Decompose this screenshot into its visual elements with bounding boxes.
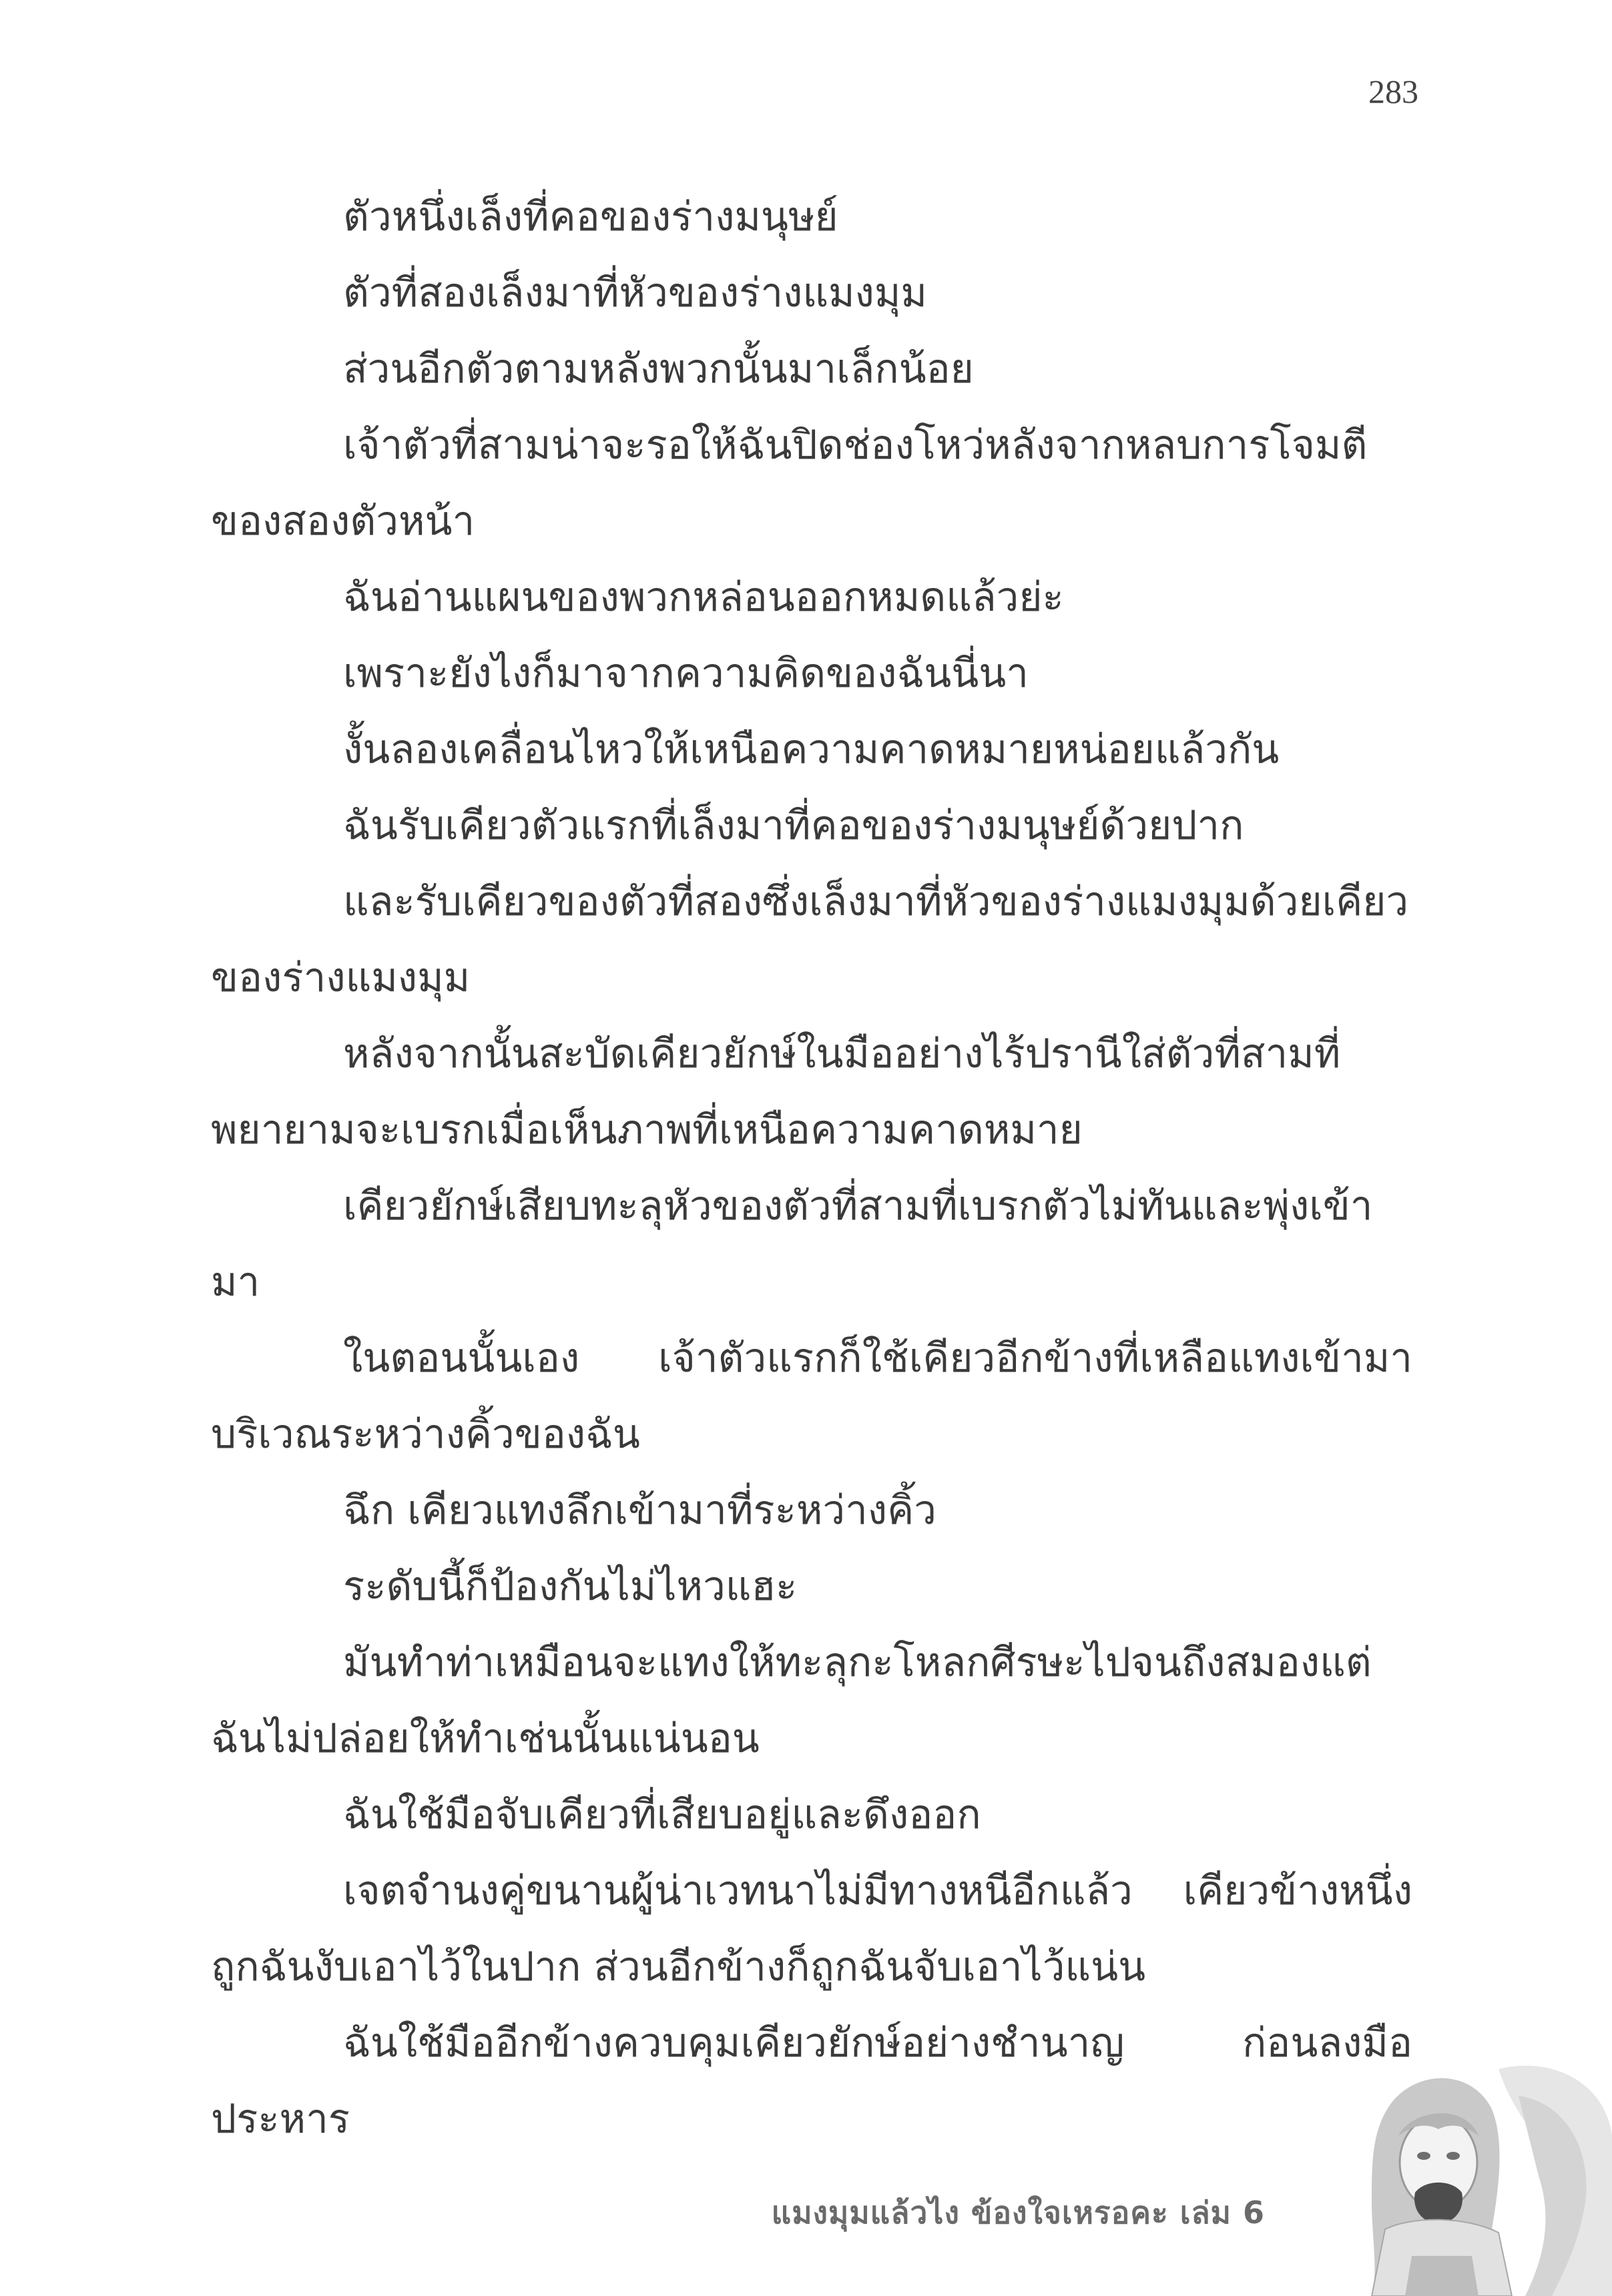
character-illustration [1298, 2056, 1612, 2296]
footer-title: แมงมุมแล้วไง ข้องใจเหรอคะ เล่ม 6 [771, 2195, 1265, 2231]
paragraph: ฉันอ่านแผนของพวกหล่อนออกหมดแล้วย่ะ [343, 574, 1064, 621]
paragraph: ตัวหนึ่งเล็งที่คอของร่างมนุษย์ [343, 194, 838, 240]
paragraph: และรับเคียวของตัวที่สองซึ่งเล็งมาที่หัวของร่างแมงมุมด้วยเคียวของร่างแมงมุม [211, 878, 1409, 1001]
paragraph: ระดับนี้ก็ป้องกันไม่ไหวแฮะ [343, 1563, 798, 1610]
paragraph: ฉันรับเคียวตัวแรกที่เล็งมาที่คอของร่างมนุษย์ด้วยปาก [343, 802, 1244, 849]
paragraph: เจ้าตัวที่สามน่าจะรอให้ฉันปิดช่องโหว่หลังจากหลบการโจมตีของสองตัวหน้า [211, 422, 1368, 545]
paragraph: เจตจำนงคู่ขนานผู้น่าเวทนาไม่มีทางหนีอีกแล้ว เคียวข้างหนึ่งถูกฉันงับเอาไว้ในปาก ส่วนอีกข้างก็ถูกฉันจับเอาไว้แน่น [211, 1868, 1412, 1990]
paragraph: ฉันใช้มืออีกข้างควบคุมเคียวยักษ์อย่างชำนาญ ก่อนลงมือประหาร [211, 2020, 1412, 2142]
page-number: 283 [1368, 73, 1418, 110]
paragraph: งั้นลองเคลื่อนไหวให้เหนือความคาดหมายหน่อยแล้วกัน [343, 726, 1280, 773]
paragraph: เพราะยังไงก็มาจากความคิดของฉันนี่นา [343, 650, 1029, 697]
paragraph: ตัวที่สองเล็งมาที่หัวของร่างแมงมุม [343, 270, 927, 316]
paragraph: ส่วนอีกตัวตามหลังพวกนั้นมาเล็กน้อย [343, 346, 974, 392]
paragraph: ฉันใช้มือจับเคียวที่เสียบอยู่และดึงออก [343, 1791, 981, 1838]
paragraph: ในตอนนั้นเอง เจ้าตัวแรกก็ใช้เคียวอีกข้างที่เหลือแทงเข้ามาบริเวณระหว่างคิ้วของฉัน [211, 1335, 1412, 1458]
body-text [211, 179, 1412, 2157]
paragraph: หลังจากนั้นสะบัดเคียวยักษ์ในมืออย่างไร้ปรานีใส่ตัวที่สามที่พยายามจะเบรกเมื่อเห็นภาพที่เหนือความคาดหมาย [211, 1031, 1341, 1153]
paragraph: มันทำท่าเหมือนจะแทงให้ทะลุกะโหลกศีรษะไปจนถึงสมองแต่ฉันไม่ปล่อยให้ทำเช่นนั้นแน่นอน [211, 1639, 1372, 1762]
paragraph: เคียวยักษ์เสียบทะลุหัวของตัวที่สามที่เบรกตัวไม่ทันและพุ่งเข้ามา [211, 1183, 1373, 1306]
paragraph: ฉึก เคียวแทงลึกเข้ามาที่ระหว่างคิ้ว [343, 1487, 936, 1534]
